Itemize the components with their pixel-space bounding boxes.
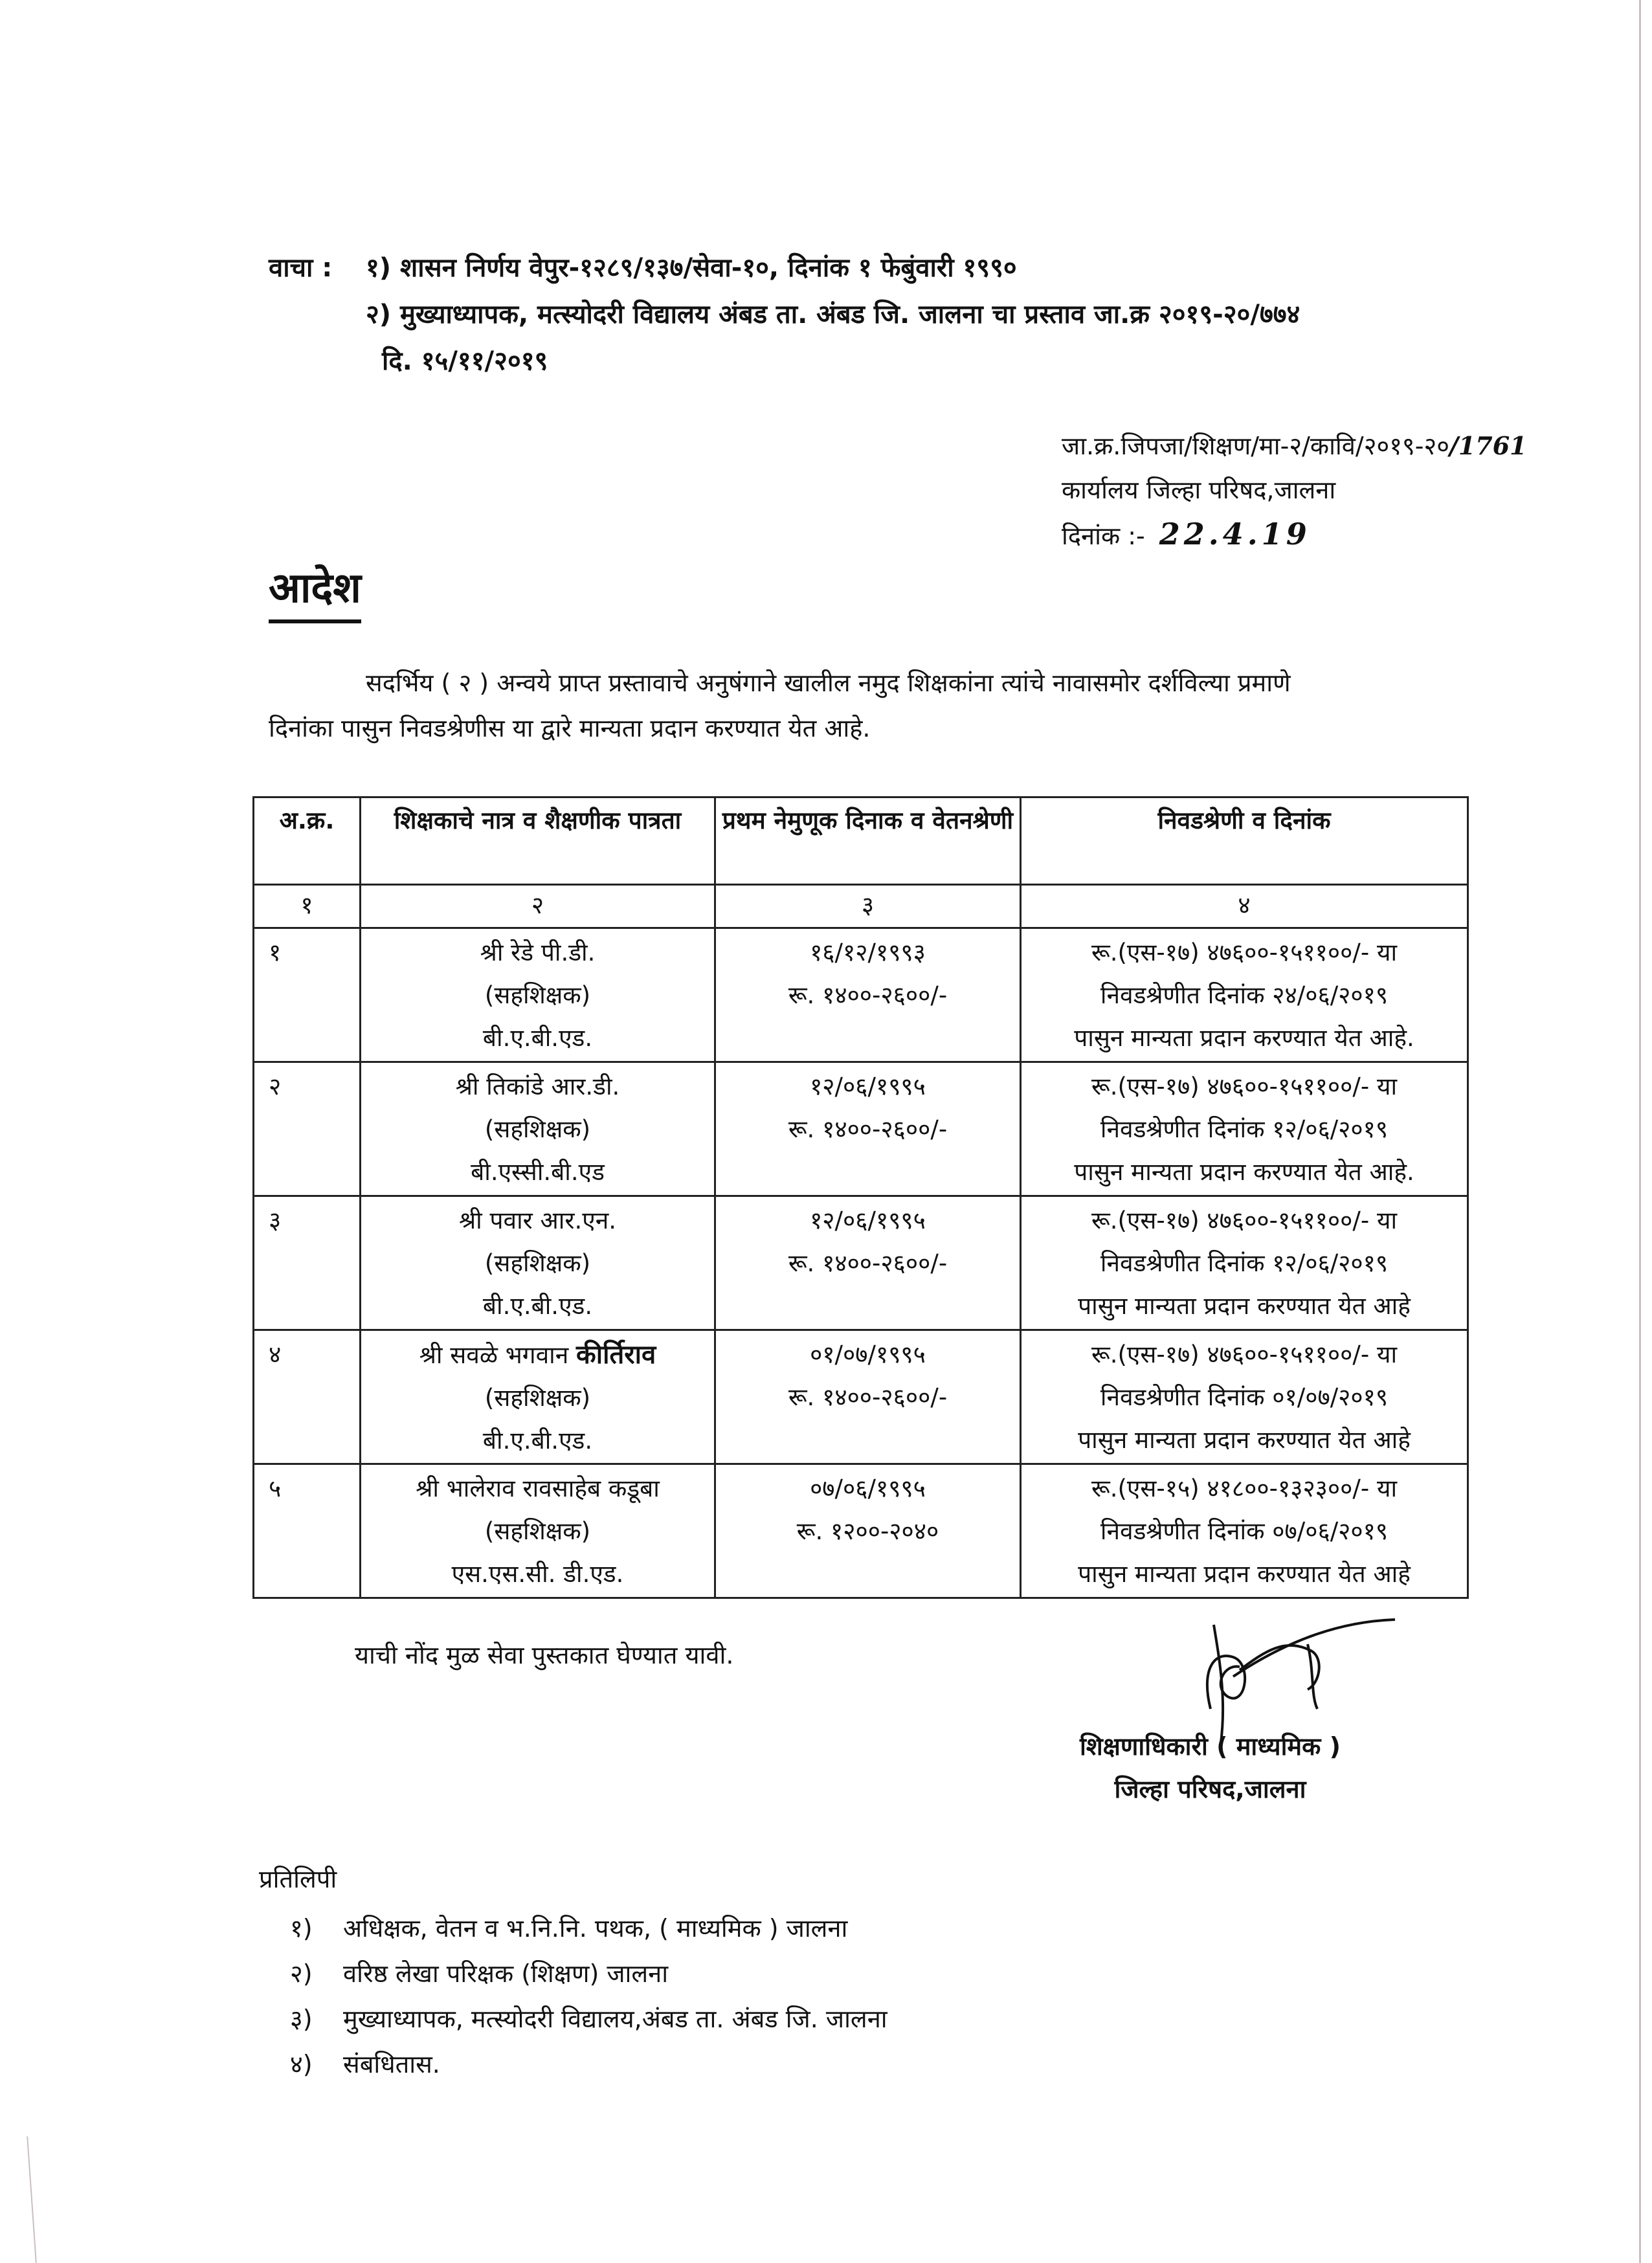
outward-number-handwritten: /1761 [1449, 431, 1527, 460]
teacher-name: श्री भालेराव रावसाहेब कडूबा [416, 1475, 660, 1502]
copy-to-heading: प्रतिलिपी [259, 1865, 337, 1893]
grade-line-1: रू.(एस-१७) ४७६००-१५११००/- या [1091, 1207, 1398, 1234]
teacher-cell [361, 1062, 715, 1196]
copy-to-number: १) [290, 1914, 313, 1943]
teacher-qualification: बी.ए.बी.एड. [482, 1292, 593, 1320]
pay-scale: रू. १४००-२६००/- [788, 981, 948, 1009]
selection-grade-cell [1021, 1464, 1468, 1598]
intro-paragraph [269, 660, 1473, 751]
header-first-appointment: प्रथम नेमुणूक दिनाक व वेतनश्रेणी [715, 797, 1021, 885]
teacher-name [361, 1333, 714, 1377]
office-name: कार्यालय जिल्हा परिषद,जालना [1062, 476, 1336, 504]
signatory-office: जिल्हा परिषद,जालना [1114, 1775, 1306, 1803]
teacher-designation: (सहशिक्षक) [484, 1249, 591, 1277]
appointment-date: १२/०६/१९९५ [810, 1073, 926, 1100]
column-number: ४ [1021, 885, 1468, 928]
signatory-title: शिक्षणाधिकारी ( माध्यमिक ) [1080, 1732, 1341, 1761]
signature-stroke [1207, 1656, 1245, 1709]
appointment-cell [715, 1464, 1021, 1598]
teacher-name-handwritten: कीर्तिराव [576, 1339, 656, 1370]
copy-to-number: ४) [290, 2050, 313, 2079]
copy-to-text: मुख्याध्यापक, मत्स्योदरी विद्यालय,अंबड ता. अंबड जि. जालना [343, 2005, 887, 2033]
appointment-date: ०१/०७/१९९५ [810, 1341, 926, 1368]
teacher-cell [361, 1196, 715, 1330]
grade-line-1: रू.(एस-१७) ४७६००-१५११००/- या [1091, 1073, 1398, 1100]
grade-line-3: पासुन मान्यता प्रदान करण्यात येत आहे. [1074, 1024, 1414, 1052]
grade-line-2: निवडश्रेणीत दिनांक १२/०६/२०१९ [1100, 1115, 1389, 1143]
selection-grade-table [252, 796, 1469, 1599]
appointment-cell [715, 928, 1021, 1062]
teacher-designation: (सहशिक्षक) [484, 981, 591, 1009]
teacher-qualification: एस.एस.सी. डी.एड. [451, 1560, 624, 1588]
pay-scale: रू. १४००-२६००/- [788, 1115, 948, 1143]
intro-line-1: सदर्भिय ( २ ) अन्वये प्राप्त प्रस्तावाचे अनुषंगाने खालील नमुद शिक्षकांना त्यांचे नावासमोर दर्शविल्या प्रमाणे [366, 669, 1291, 697]
teacher-designation: (सहशिक्षक) [484, 1115, 591, 1143]
teacher-qualification: बी.ए.बी.एड. [482, 1024, 593, 1052]
header-serial: अ.क्र. [254, 797, 361, 885]
scan-edge-left [27, 2136, 37, 2263]
selection-grade-cell [1021, 1196, 1468, 1330]
signature-stroke [1233, 1620, 1395, 1677]
serial-number: १ [254, 928, 361, 1062]
copy-to-list [259, 1856, 887, 2087]
copy-to-item [259, 1996, 887, 2042]
copy-to-item [259, 1906, 887, 1951]
teacher-qualification: बी.एस्सी.बी.एड [471, 1158, 605, 1186]
serial-number: ४ [254, 1330, 361, 1464]
pay-scale: रू. १४००-२६००/- [788, 1383, 948, 1411]
appointment-cell [715, 1196, 1021, 1330]
read-label: वाचा : [269, 253, 333, 283]
reference-2-line-2: दि. १५/११/२०१९ [382, 346, 548, 376]
grade-line-2: निवडश्रेणीत दिनांक २४/०६/२०१९ [1100, 981, 1389, 1009]
order-title: आदेश [269, 558, 361, 623]
signature-stroke [1240, 1645, 1319, 1689]
pay-scale: रू. १४००-२६००/- [788, 1249, 948, 1277]
grade-line-3: पासुन मान्यता प्रदान करण्यात येत आहे [1078, 1426, 1411, 1454]
copy-to-item [259, 2042, 887, 2087]
teacher-designation: (सहशिक्षक) [484, 1384, 591, 1412]
appointment-cell [715, 1062, 1021, 1196]
pay-scale: रू. १२००-२०४० [796, 1517, 939, 1545]
serial-number: २ [254, 1062, 361, 1196]
outward-number [1062, 424, 1527, 468]
grade-line-1: रू.(एस-१७) ४७६००-१५११००/- या [1091, 1341, 1398, 1368]
scan-edge-right [1639, 0, 1641, 2263]
table-row [254, 1330, 1468, 1464]
copy-to-text: संबधितास. [343, 2050, 440, 2079]
outward-number-printed: जा.क्र.जिपजा/शिक्षण/मा-२/कावि/२०१९-२० [1062, 432, 1449, 460]
teacher-designation: (सहशिक्षक) [484, 1517, 591, 1545]
grade-line-2: निवडश्रेणीत दिनांक ०१/०७/२०१९ [1100, 1383, 1389, 1411]
copy-to-text: अधिक्षक, वेतन व भ.नि.नि. पथक, ( माध्यमिक ) जालना [343, 1914, 848, 1943]
header-teacher-name: शिक्षकाचे नात्र व शैक्षणीक पात्रता [361, 797, 715, 885]
column-number: २ [361, 885, 715, 928]
appointment-date: ०७/०६/१९९५ [810, 1475, 926, 1502]
column-number-row [254, 885, 1468, 928]
teacher-cell [361, 1464, 715, 1598]
teacher-cell [361, 928, 715, 1062]
service-book-note: याची नोंद मुळ सेवा पुस्तकात घेण्यात यावी. [355, 1641, 734, 1669]
appointment-cell [715, 1330, 1021, 1464]
table-row [254, 928, 1468, 1062]
reference-row-1 [269, 245, 1300, 291]
selection-grade-cell [1021, 928, 1468, 1062]
selection-grade-cell [1021, 1062, 1468, 1196]
office-reference-block [1062, 424, 1527, 558]
table-row [254, 1464, 1468, 1598]
grade-line-2: निवडश्रेणीत दिनांक ०७/०६/२०१९ [1100, 1517, 1389, 1545]
table-header-row [254, 797, 1468, 885]
copy-to-text: वरिष्ठ लेखा परिक्षक (शिक्षण) जालना [343, 1959, 669, 1988]
grade-line-3: पासुन मान्यता प्रदान करण्यात येत आहे. [1074, 1158, 1414, 1186]
grade-line-1: रू.(एस-१५) ४१८००-१३२३००/- या [1091, 1475, 1398, 1502]
serial-number: ३ [254, 1196, 361, 1330]
appointment-date: १२/०६/१९९५ [810, 1207, 926, 1234]
column-number: १ [254, 885, 361, 928]
grade-line-3: पासुन मान्यता प्रदान करण्यात येत आहे [1078, 1560, 1411, 1588]
selection-grade-cell [1021, 1330, 1468, 1464]
table-row [254, 1196, 1468, 1330]
teacher-name: श्री पवार आर.एन. [458, 1207, 617, 1234]
reference-1: १) शासन निर्णय वेपुर-१२८९/१३७/सेवा-१०, दिनांक १ फेबुंवारी १९९० [366, 253, 1017, 283]
intro-line-2: दिनांका पासुन निवडश्रेणीस या द्वारे मान्यता प्रदान करण्यात येत आहे. [269, 714, 871, 742]
copy-to-item [259, 1951, 887, 1996]
signatory-block [1080, 1725, 1341, 1811]
grade-line-2: निवडश्रेणीत दिनांक १२/०६/२०१९ [1100, 1249, 1389, 1277]
teacher-name-printed: श्री सवळे भगवान [419, 1341, 569, 1369]
teacher-cell [361, 1330, 715, 1464]
copy-to-number: ३) [290, 2005, 313, 2033]
reference-block [269, 245, 1300, 385]
teacher-name: श्री तिकांडे आर.डी. [455, 1073, 620, 1100]
header-selection-grade: निवडश्रेणी व दिनांक [1021, 797, 1468, 885]
grade-line-1: रू.(एस-१७) ४७६००-१५११००/- या [1091, 939, 1398, 966]
appointment-date: १६/१२/१९९३ [810, 939, 926, 966]
copy-to-number: २) [290, 1959, 313, 1988]
date-handwritten: 22.4.19 [1159, 517, 1311, 552]
teacher-qualification: बी.ए.बी.एड. [482, 1427, 593, 1455]
reference-2-line-1: २) मुख्याध्यापक, मत्स्योदरी विद्यालय अंबड ता. अंबड जि. जालना चा प्रस्ताव जा.क्र २०१९-२०/७७४ [366, 300, 1300, 329]
order-date [1062, 512, 1527, 558]
teacher-name: श्री रेडे पी.डी. [480, 939, 596, 966]
table-row [254, 1062, 1468, 1196]
column-number: ३ [715, 885, 1021, 928]
serial-number: ५ [254, 1464, 361, 1598]
date-label: दिनांक :- [1062, 522, 1145, 550]
grade-line-3: पासुन मान्यता प्रदान करण्यात येत आहे [1078, 1292, 1411, 1320]
